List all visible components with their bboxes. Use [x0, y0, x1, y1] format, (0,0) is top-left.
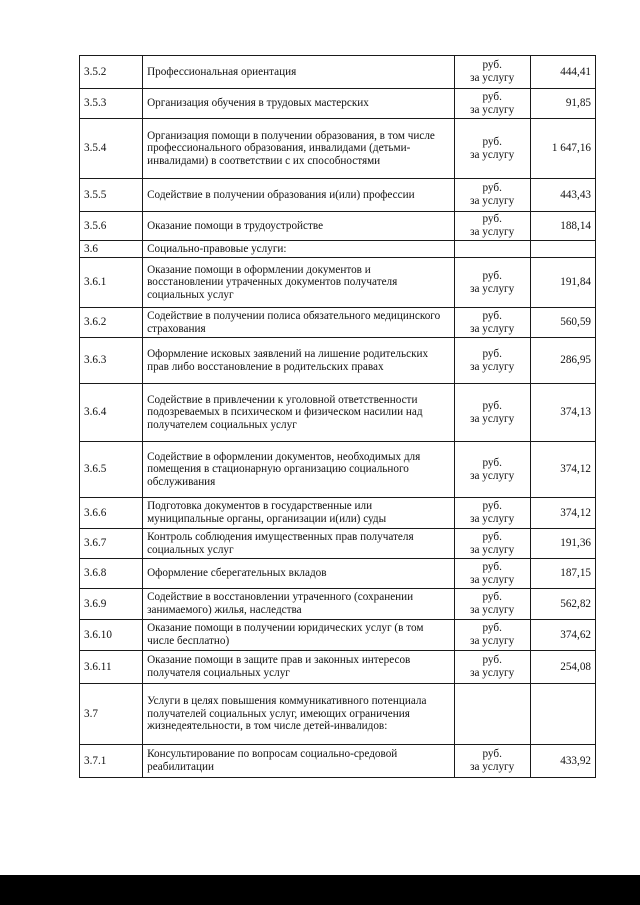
service-unit: руб. за услугу	[454, 212, 530, 241]
service-name: Оказание помощи в защите прав и законных интересов получателя социальных услуг	[143, 651, 454, 684]
service-name: Оформление исковых заявлений на лишение родительских прав либо восстановление в родительских правах	[143, 338, 454, 384]
service-code: 3.5.4	[80, 119, 143, 179]
service-price: 560,59	[530, 308, 595, 338]
service-unit: руб. за услугу	[454, 89, 530, 119]
service-unit: руб. за услугу	[454, 442, 530, 498]
service-unit: руб. за услугу	[454, 56, 530, 89]
service-name: Организация помощи в получении образования, в том числе профессионального образования, инвалидами (детьми-инвалидами) в соответствии с их способностями	[143, 119, 454, 179]
service-name: Содействие в получении образования и(или) профессии	[143, 179, 454, 212]
service-unit: руб. за услугу	[454, 589, 530, 620]
service-code: 3.6.8	[80, 559, 143, 589]
service-name: Социально-правовые услуги:	[143, 241, 454, 258]
table-row	[80, 179, 596, 212]
service-name: Услуги в целях повышения коммуникативного потенциала получателей социальных услуг, имеющих ограничения жизнедеятельности, в том числе детей-инвалидов:	[143, 684, 454, 745]
service-price: 187,15	[530, 559, 595, 589]
service-unit: руб. за услугу	[454, 384, 530, 442]
scan-bottom-border	[0, 875, 640, 905]
service-unit: руб. за услугу	[454, 745, 530, 778]
service-name: Оказание помощи в оформлении документов и восстановлении утраченных документов получателя социальных услуг	[143, 258, 454, 308]
table-row	[80, 119, 596, 179]
service-code: 3.6.3	[80, 338, 143, 384]
tariff-table	[79, 55, 596, 778]
service-code: 3.6	[80, 241, 143, 258]
service-code: 3.6.5	[80, 442, 143, 498]
service-name: Оформление сберегательных вкладов	[143, 559, 454, 589]
service-price: 562,82	[530, 589, 595, 620]
service-code: 3.6.4	[80, 384, 143, 442]
service-price: 374,12	[530, 442, 595, 498]
service-name: Содействие в восстановлении утраченного (сохранении занимаемого) жилья, наследства	[143, 589, 454, 620]
table-row	[80, 258, 596, 308]
service-name: Контроль соблюдения имущественных прав получателя социальных услуг	[143, 529, 454, 559]
service-unit: руб. за услугу	[454, 529, 530, 559]
service-unit: руб. за услугу	[454, 338, 530, 384]
tariff-table-body	[80, 56, 596, 778]
table-row	[80, 651, 596, 684]
service-price: 374,62	[530, 620, 595, 651]
table-row	[80, 559, 596, 589]
table-row	[80, 498, 596, 529]
service-code: 3.6.11	[80, 651, 143, 684]
service-price: 91,85	[530, 89, 595, 119]
service-unit: руб. за услугу	[454, 620, 530, 651]
service-unit	[454, 241, 530, 258]
service-price: 188,14	[530, 212, 595, 241]
service-unit: руб. за услугу	[454, 258, 530, 308]
table-row	[80, 89, 596, 119]
service-code: 3.5.3	[80, 89, 143, 119]
service-price: 254,08	[530, 651, 595, 684]
service-code: 3.7.1	[80, 745, 143, 778]
service-price: 433,92	[530, 745, 595, 778]
table-row	[80, 212, 596, 241]
service-name: Содействие в привлечении к уголовной ответственности подозреваемых в психическом и физическом насилии над получателем социальных услуг	[143, 384, 454, 442]
service-unit: руб. за услугу	[454, 179, 530, 212]
service-price: 374,13	[530, 384, 595, 442]
service-code: 3.6.6	[80, 498, 143, 529]
service-price: 191,36	[530, 529, 595, 559]
service-price: 444,41	[530, 56, 595, 89]
table-row	[80, 589, 596, 620]
service-code: 3.6.7	[80, 529, 143, 559]
service-price	[530, 241, 595, 258]
table-row	[80, 384, 596, 442]
table-row	[80, 241, 596, 258]
table-row	[80, 745, 596, 778]
service-price: 1 647,16	[530, 119, 595, 179]
service-code: 3.7	[80, 684, 143, 745]
service-name: Содействие в оформлении документов, необходимых для помещения в стационарную организацию социального обслуживания	[143, 442, 454, 498]
service-unit: руб. за услугу	[454, 119, 530, 179]
service-price: 374,12	[530, 498, 595, 529]
table-row	[80, 56, 596, 89]
service-code: 3.5.5	[80, 179, 143, 212]
service-name: Подготовка документов в государственные или муниципальные органы, организации и(или) суды	[143, 498, 454, 529]
table-row	[80, 529, 596, 559]
service-price: 443,43	[530, 179, 595, 212]
service-code: 3.5.2	[80, 56, 143, 89]
service-unit: руб. за услугу	[454, 651, 530, 684]
service-name: Организация обучения в трудовых мастерских	[143, 89, 454, 119]
table-row	[80, 308, 596, 338]
service-unit	[454, 684, 530, 745]
service-unit: руб. за услугу	[454, 308, 530, 338]
service-unit: руб. за услугу	[454, 498, 530, 529]
table-row	[80, 684, 596, 745]
service-name: Содействие в получении полиса обязательного медицинского страхования	[143, 308, 454, 338]
service-unit: руб. за услугу	[454, 559, 530, 589]
service-name: Профессиональная ориентация	[143, 56, 454, 89]
service-name: Оказание помощи в получении юридических услуг (в том числе бесплатно)	[143, 620, 454, 651]
service-code: 3.6.9	[80, 589, 143, 620]
service-price: 286,95	[530, 338, 595, 384]
service-code: 3.6.2	[80, 308, 143, 338]
service-price: 191,84	[530, 258, 595, 308]
table-row	[80, 620, 596, 651]
table-row	[80, 338, 596, 384]
table-row	[80, 442, 596, 498]
service-code: 3.5.6	[80, 212, 143, 241]
service-name: Оказание помощи в трудоустройстве	[143, 212, 454, 241]
service-code: 3.6.1	[80, 258, 143, 308]
service-code: 3.6.10	[80, 620, 143, 651]
service-name: Консультирование по вопросам социально-средовой реабилитации	[143, 745, 454, 778]
service-price	[530, 684, 595, 745]
